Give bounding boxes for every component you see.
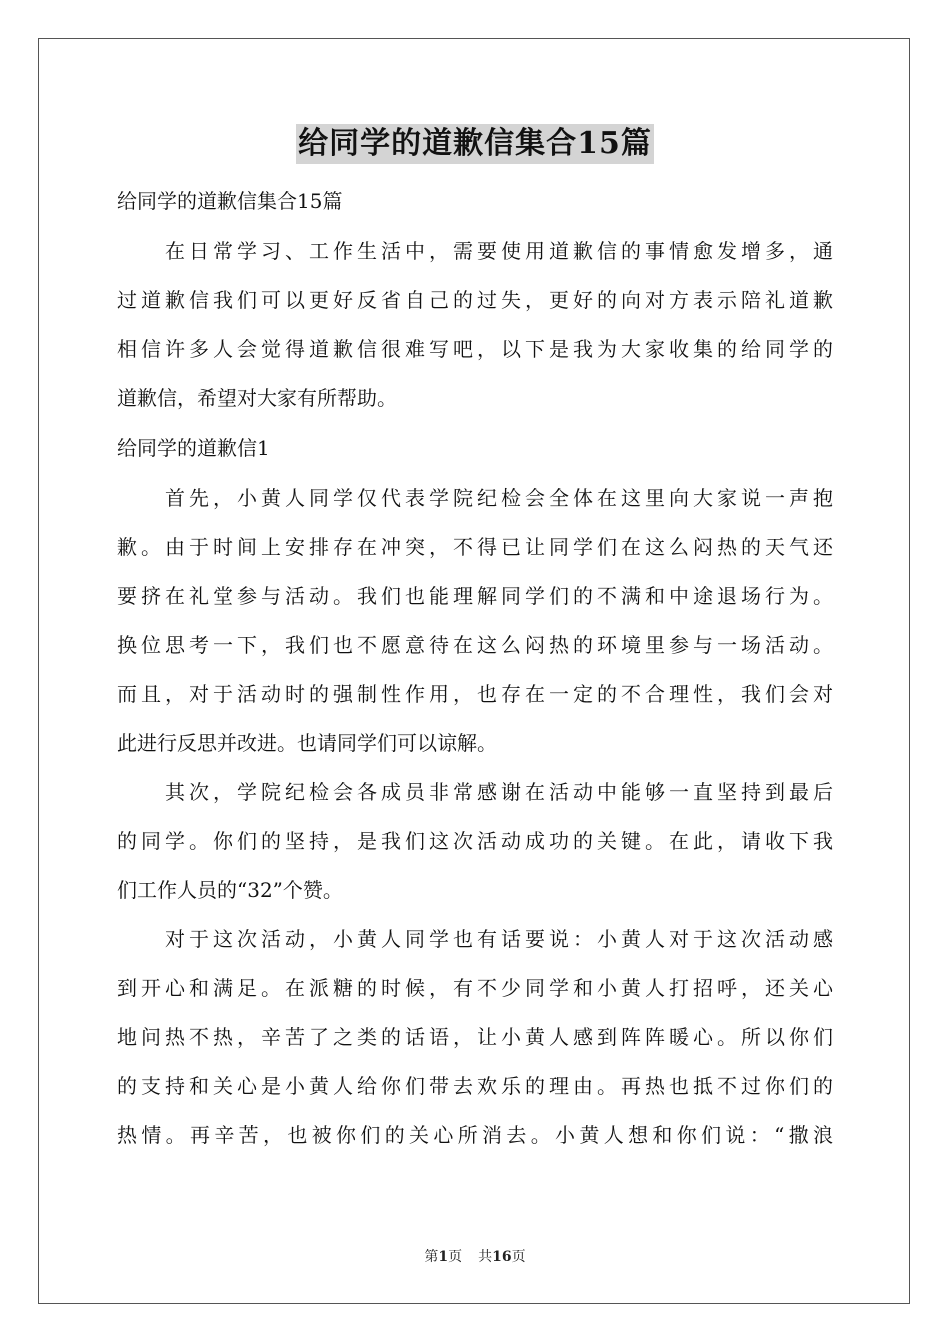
para2-line: 其次，学院纪检会各成员非常感谢在活动中能够一直坚持到最后 [165, 780, 833, 804]
intro-line: 道歉信，希望对大家有所帮助。 [117, 386, 397, 410]
page-suffix: 页 [448, 1249, 463, 1265]
document-subtitle: 给同学的道歉信集合15篇 [117, 189, 343, 213]
para3-line: 到开心和满足。在派糖的时候，有不少同学和小黄人打招呼，还关心 [117, 976, 833, 1000]
para3-line: 的支持和关心是小黄人给你们带去欢乐的理由。再热也抵不过你们的 [117, 1074, 833, 1098]
title-wrap [0, 124, 950, 164]
para3-line: 对于这次活动，小黄人同学也有话要说：小黄人对于这次活动感 [165, 927, 833, 951]
document-title: 给同学的道歉信集合15篇 [296, 124, 654, 164]
page-prefix: 第 [424, 1249, 439, 1265]
page-footer [0, 1248, 950, 1266]
para1-line: 首先，小黄人同学仅代表学院纪检会全体在这里向大家说一声抱 [165, 486, 833, 510]
section-heading: 给同学的道歉信1 [117, 436, 270, 460]
intro-line: 相信许多人会觉得道歉信很难写吧，以下是我为大家收集的给同学的 [117, 337, 833, 361]
para1-line: 换位思考一下，我们也不愿意待在这么闷热的环境里参与一场活动。 [117, 633, 833, 657]
para3-line: 热情。再辛苦，也被你们的关心所消去。小黄人想和你们说：“撒浪 [117, 1123, 833, 1147]
total-prefix: 共 [478, 1249, 493, 1265]
total-suffix: 页 [511, 1249, 526, 1265]
para3-line: 地问热不热，辛苦了之类的话语，让小黄人感到阵阵暖心。所以你们 [117, 1025, 833, 1049]
page-current: 1 [438, 1249, 449, 1265]
intro-line: 过道歉信我们可以更好反省自己的过失，更好的向对方表示陪礼道歉 [117, 288, 833, 312]
para2-line: 的同学。你们的坚持，是我们这次活动成功的关键。在此，请收下我 [117, 829, 833, 853]
para1-line: 此进行反思并改进。也请同学们可以谅解。 [117, 731, 497, 755]
intro-line: 在日常学习、工作生活中，需要使用道歉信的事情愈发增多，通 [165, 239, 833, 263]
para1-line: 要挤在礼堂参与活动。我们也能理解同学们的不满和中途退场行为。 [117, 584, 833, 608]
document-body [117, 176, 833, 1160]
para2-line: 们工作人员的“32”个赞。 [117, 878, 343, 902]
para1-line: 歉。由于时间上安排存在冲突，不得已让同学们在这么闷热的天气还 [117, 535, 833, 559]
para1-line: 而且，对于活动时的强制性作用，也存在一定的不合理性，我们会对 [117, 682, 833, 706]
page-total: 16 [492, 1249, 512, 1265]
